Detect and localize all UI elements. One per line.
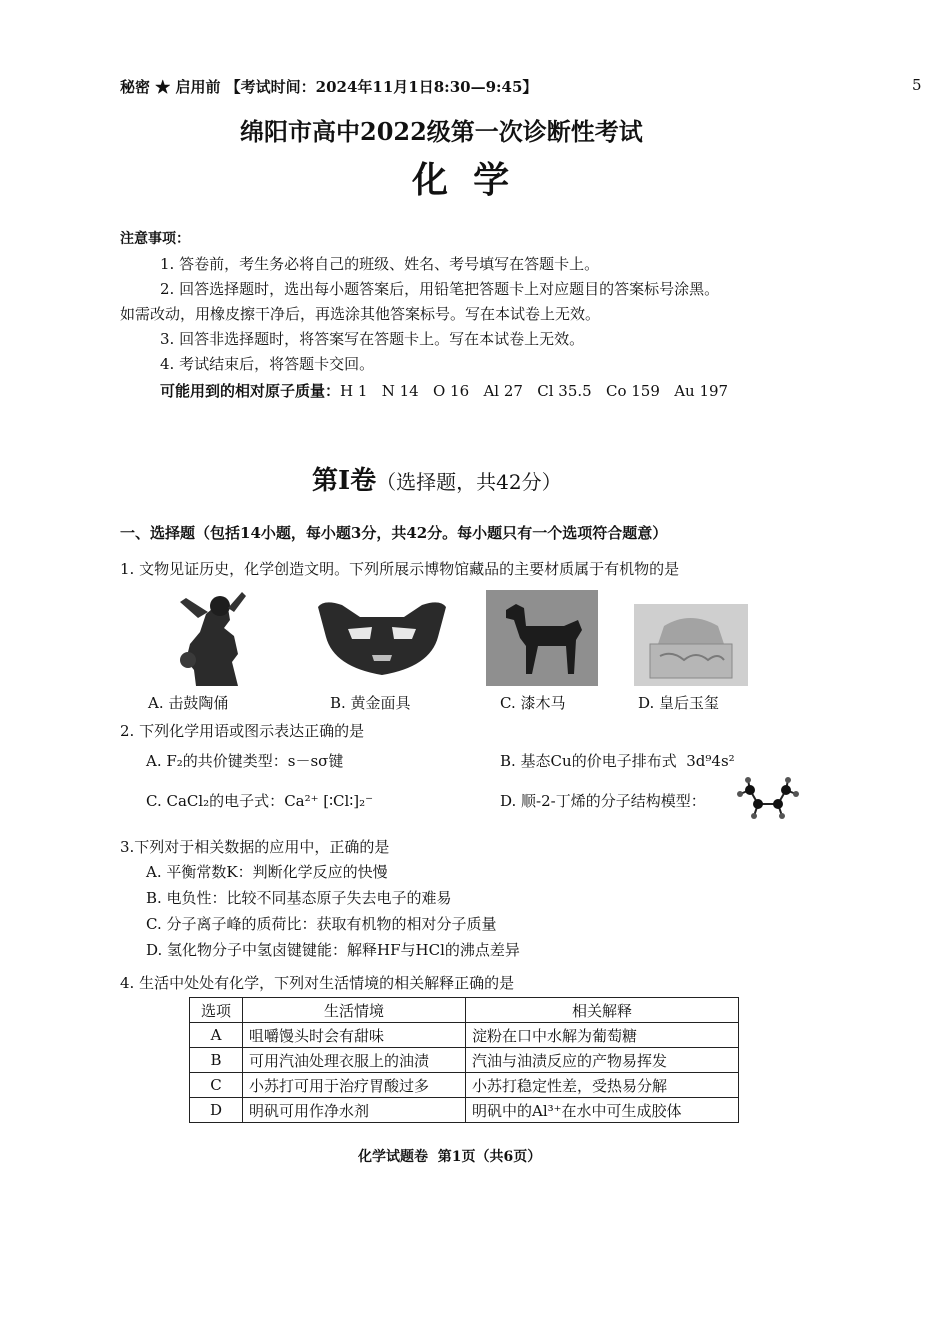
q2-option-c-formula: Ca²⁺ [∶Cl∶]₂⁻ xyxy=(284,792,374,810)
table-header: 相关解释 xyxy=(466,998,739,1023)
table-row xyxy=(190,1048,739,1073)
notes-heading: 注意事项： xyxy=(120,231,190,247)
q3-option-a: A. 平衡常数K：判断化学反应的快慢 xyxy=(146,863,388,881)
q2-option-b-formula: 3d⁹4s² xyxy=(686,752,735,770)
table-cell: 明矾中的Al³⁺在水中可生成胶体 xyxy=(466,1098,739,1123)
table-cell: D xyxy=(190,1098,243,1123)
note-item: 3. 回答非选择题时，将答案写在答题卡上。写在本试卷上无效。 xyxy=(160,330,585,348)
jade-seal-image xyxy=(634,604,748,686)
q2-option-b-text: B. 基态Cu的价电子排布式 xyxy=(500,752,677,770)
q2-option-a: A. F₂的共价键类型：s－sσ键 xyxy=(146,752,344,770)
q2-option-b xyxy=(500,750,735,771)
table-cell: 可用汽油处理衣服上的油渍 xyxy=(243,1048,466,1073)
gold-mask-image xyxy=(312,597,452,677)
note-item: 4. 考试结束后，将答题卡交回。 xyxy=(160,355,375,373)
note-item: 1. 答卷前，考生务必将自己的班级、姓名、考号填写在答题卡上。 xyxy=(160,255,600,273)
table-header: 选项 xyxy=(190,998,243,1023)
table-cell: 淀粉在口中水解为葡萄糖 xyxy=(466,1023,739,1048)
q1-option-b: B. 黄金面具 xyxy=(330,694,411,712)
table-cell: A xyxy=(190,1023,243,1048)
q4-stem: 4. 生活中处处有化学，下列对生活情境的相关解释正确的是 xyxy=(120,974,515,992)
drummer-figurine-image xyxy=(168,584,268,688)
atomic-mass-values: H 1 N 14 O 16 Al 27 Cl 35.5 Co 159 Au 197 xyxy=(340,382,729,400)
exam-title: 绵阳市高中2022级第一次诊断性考试 xyxy=(240,117,643,146)
lacquer-horse-image xyxy=(486,590,598,686)
q1-stem: 1. 文物见证历史，化学创造文明。下列所展示博物馆藏品的主要材质属于有机物的是 xyxy=(120,560,680,578)
table-row xyxy=(190,1073,739,1098)
atomic-mass-line xyxy=(160,380,728,401)
section-title-main: 第Ⅰ卷 xyxy=(312,466,377,496)
q3-option-d: D. 氢化物分子中氢卤键键能：解释HF与HCl的沸点差异 xyxy=(146,941,520,959)
note-item: 2. 回答选择题时，选出每小题答案后，用铅笔把答题卡上对应题目的答案标号涂黑。 xyxy=(160,280,720,298)
table-cell: 咀嚼馒头时会有甜味 xyxy=(243,1023,466,1048)
subject-title: 化 学 xyxy=(412,159,510,201)
table-cell: 明矾可用作净水剂 xyxy=(243,1098,466,1123)
section-title xyxy=(312,460,562,497)
table-cell: 小苏打稳定性差，受热易分解 xyxy=(466,1073,739,1098)
table-header: 生活情境 xyxy=(243,998,466,1023)
table-cell: C xyxy=(190,1073,243,1098)
q1-option-a: A. 击鼓陶俑 xyxy=(148,694,229,712)
q2-option-c-text: C. CaCl₂的电子式： xyxy=(146,792,285,810)
q3-option-b: B. 电负性：比较不同基态原子失去电子的难易 xyxy=(146,889,452,907)
q4-table xyxy=(189,997,739,1123)
q1-option-d: D. 皇后玉玺 xyxy=(638,694,720,712)
atomic-mass-label: 可能用到的相对原子质量： xyxy=(160,382,341,400)
note-item: 如需改动，用橡皮擦干净后，再选涂其他答案标号。写在本试卷上无效。 xyxy=(120,305,601,323)
table-cell: 汽油与油渍反应的产物易挥发 xyxy=(466,1048,739,1073)
table-cell: B xyxy=(190,1048,243,1073)
confidential-line: 秘密 ★ 启用前 【考试时间：2024年11月1日8:30—9:45】 xyxy=(120,78,538,96)
table-row xyxy=(190,1098,739,1123)
table-header-row xyxy=(190,998,739,1023)
corner-mark: 5 xyxy=(912,76,922,94)
cis-2-butene-model-image xyxy=(736,776,802,822)
q2-option-d: D. 顺-2-丁烯的分子结构模型： xyxy=(500,792,706,810)
q3-stem: 3.下列对于相关数据的应用中，正确的是 xyxy=(120,838,390,856)
q2-option-c xyxy=(146,790,373,811)
part-heading: 一、选择题（包括14小题，每小题3分，共42分。每小题只有一个选项符合题意） xyxy=(120,524,668,542)
table-row xyxy=(190,1023,739,1048)
q2-stem: 2. 下列化学用语或图示表达正确的是 xyxy=(120,722,365,740)
table-cell: 小苏打可用于治疗胃酸过多 xyxy=(243,1073,466,1098)
q3-option-c: C. 分子离子峰的质荷比：获取有机物的相对分子质量 xyxy=(146,915,497,933)
section-title-sub: （选择题，共42分） xyxy=(376,470,562,494)
page-footer: 化学试题卷 第1页（共6页） xyxy=(358,1149,542,1165)
q1-option-c: C. 漆木马 xyxy=(500,694,566,712)
